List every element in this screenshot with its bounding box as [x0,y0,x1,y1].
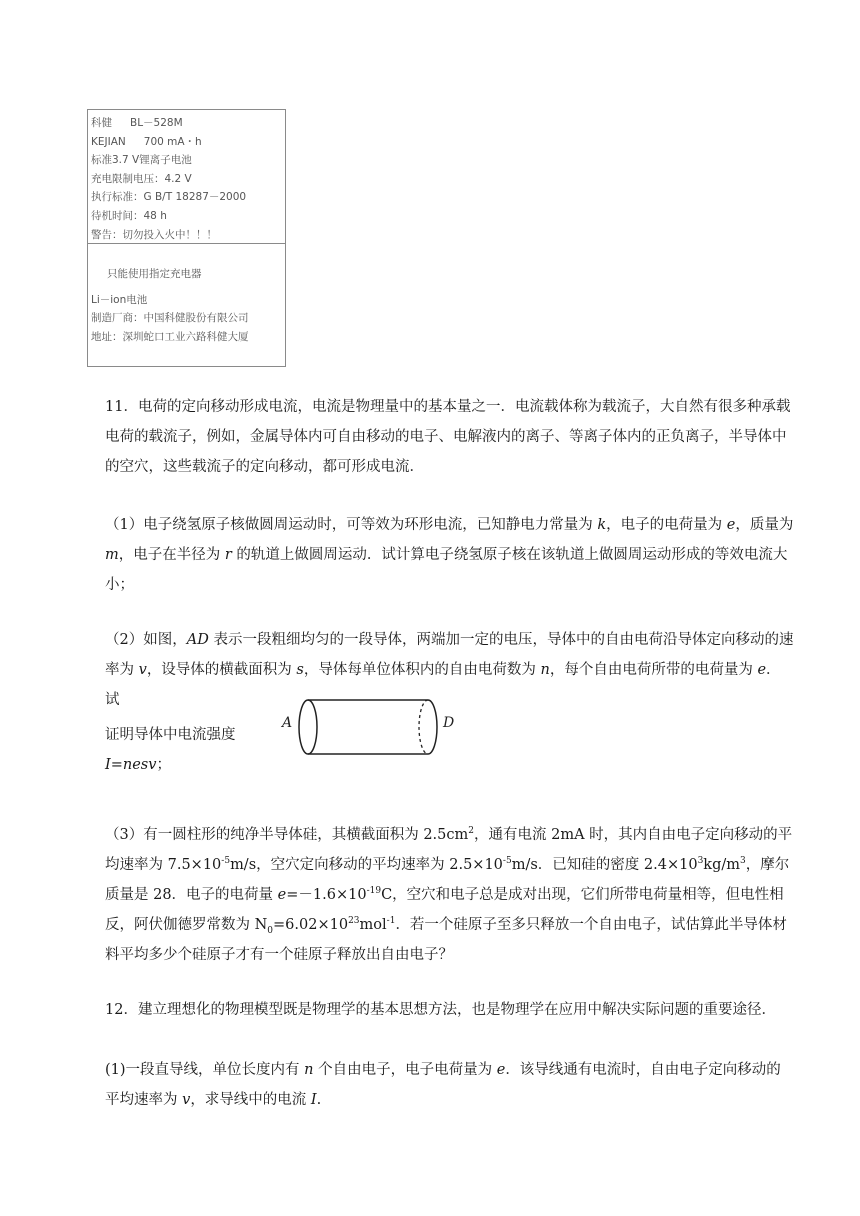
q11-part1: （1）电子绕氢原子核做圆周运动时，可等效为环形电流，已知静电力常量为 k，电子的电荷量为 e，质量为 m，电子在半径为 r 的轨道上做圆周运动．试计算电子绕氢原子核在该轨道上做圆周运动形成的等效电流大小； [105,517,794,593]
label-a: A [282,715,293,731]
label-line: 地址：深圳蛇口工业六路科健大厦 [91,330,249,343]
label-line: 待机时间：48 h [91,209,167,222]
battery-label-maker [88,265,285,346]
label-line: 警告：切勿投入火中！！！ [91,228,217,241]
conductor-cylinder-diagram [280,697,460,759]
label-line: 充电限制电压：4.2 V [91,172,192,185]
battery-label-specs [88,110,285,244]
label-line: 只能使用指定充电器 [107,268,202,280]
q11-part2-line2: 证明导体中电流强度 I=nesv； [105,727,236,773]
label-d: D [443,715,455,731]
q12-part1: (1)一段直导线，单位长度内有 n 个自由电子，电子电荷量为 e．该导线通有电流时，自由电子定向移动的平均速率为 v，求导线中的电流 I. [105,1062,781,1108]
battery-label [87,109,286,367]
label-line: 科健 BL－528M [91,117,183,129]
label-line: 标准3.7 V锂离子电池 [91,154,192,167]
cylinder-right-back-dashed [419,700,428,754]
q11-intro: 11．电荷的定向移动形成电流，电流是物理量中的基本量之一．电流载体称为载流子，大自然有很多种承载电荷的载流子，例如，金属导体内可自由移动的电子、电解液内的离子、等离子体内的正负离子，半导体中的空穴，这些载流子的定向移动，都可形成电流． [105,399,791,475]
label-line: KEJIAN 700 mA・h [91,135,202,148]
cylinder-right-front [428,700,437,754]
q11-part2: （2）如图，AD 表示一段粗细均匀的一段导体，两端加一定的电压，导体中的自由电荷沿导体定向移动的速率为 v，设导体的横截面积为 s，导体每单位体积内的自由电荷数为 n，每个自由电荷所带的电荷量为 e．试 [105,632,794,708]
q12-intro: 12．建立理想化的物理模型既是物理学的基本思想方法，也是物理学在应用中解决实际问题的重要途径． [105,1002,776,1018]
cylinder-left-end [299,700,317,754]
q11-part3: （3）有一圆柱形的纯净半导体硅，其横截面积为 $2.5cm^2$，通有电流 2mA 时，其内自由电子定向移动的平均速率为 $7.5\times 10^{-5}m/s$，空穴定向移动的平均速率为 $2.5\times 10^{-5}m/s$．已知硅的密度 $2.4\times 10^3kg/m^3$，摩尔质量是 28．电子的电荷量 $e=-1.6\times 10^{-19}C$，空穴和电子总是成对出现，它们所带电荷量相等，但电性相反，阿伏伽德罗常数为 $N_0=6.02\times 10^{23}mol^{-1}$．若一个硅原子至多只释放一个自由电子，试估算此半导体材料平均多少个硅原子才有一个硅原子释放出自由电子？ [105,826,793,963]
label-line: 制造厂商：中国科健股份有限公司 [91,312,249,325]
label-line: Li－ion电池 [91,293,148,306]
label-line: 执行标准：G B/T 18287－2000 [91,191,247,204]
